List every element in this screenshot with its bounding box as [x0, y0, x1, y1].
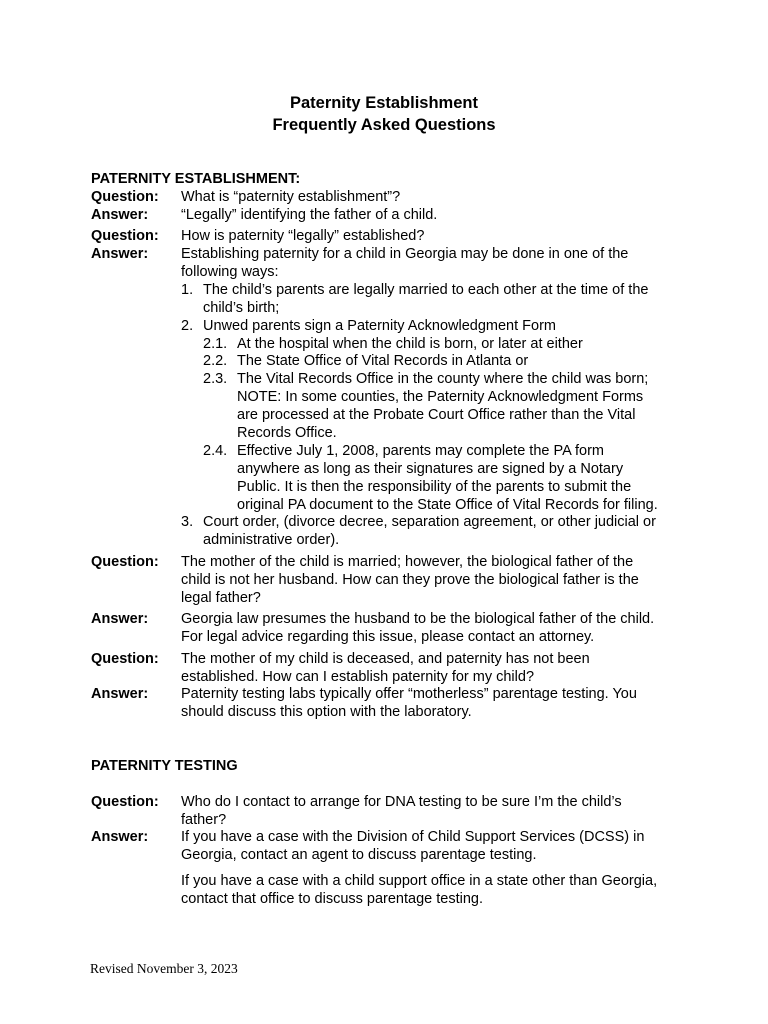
answer-text-line: Establishing paternity for a child in Georgia may be done in one of the	[181, 246, 629, 262]
answer-text-line: Georgia, contact an agent to discuss parentage testing.	[181, 847, 537, 863]
list-text-line: administrative order).	[203, 532, 340, 548]
list-number: 2.1.	[203, 336, 228, 352]
list-text-line: Unwed parents sign a Paternity Acknowledgment Form	[203, 318, 557, 334]
question-text-line: The mother of my child is deceased, and paternity has not been	[181, 651, 590, 667]
list-text-line: The Vital Records Office in the county where the child was born;	[237, 371, 649, 387]
answer-label: Answer:	[91, 207, 149, 223]
answer-text-line: If you have a case with a child support office in a state other than Georgia,	[181, 873, 658, 889]
list-text-line: The child’s parents are legally married to each other at the time of the	[203, 282, 649, 298]
list-number: 2.4.	[203, 443, 228, 459]
document-title: Paternity Establishment	[290, 94, 478, 112]
answer-text: “Legally” identifying the father of a child.	[181, 207, 438, 223]
question-text-line: child is not her husband. How can they prove the biological father is the	[181, 572, 639, 588]
question-label: Question:	[91, 228, 159, 244]
question-label: Question:	[91, 651, 159, 667]
list-text-line: The State Office of Vital Records in Atlanta or	[237, 353, 529, 369]
answer-label: Answer:	[91, 611, 149, 627]
answer-text-line: Georgia law presumes the husband to be the biological father of the child.	[181, 611, 655, 627]
question-text-line: Who do I contact to arrange for DNA testing to be sure I’m the child’s	[181, 794, 622, 810]
answer-text-line: contact that office to discuss parentage testing.	[181, 891, 484, 907]
list-number: 1.	[181, 282, 194, 298]
question-text-line: The mother of the child is married; however, the biological father of the	[181, 554, 634, 570]
question-text-line: father?	[181, 812, 227, 828]
question-label: Question:	[91, 189, 159, 205]
answer-label: Answer:	[91, 246, 149, 262]
list-text-line: are processed at the Probate Court Office rather than the Vital	[237, 407, 636, 423]
list-number: 2.2.	[203, 353, 228, 369]
answer-text-line: If you have a case with the Division of Child Support Services (DCSS) in	[181, 829, 645, 845]
list-text-line: NOTE: In some counties, the Paternity Acknowledgment Forms	[237, 389, 644, 405]
list-text-line: Records Office.	[237, 425, 337, 441]
list-text-line: Effective July 1, 2008, parents may complete the PA form	[237, 443, 604, 459]
answer-label: Answer:	[91, 829, 149, 845]
list-text-line: At the hospital when the child is born, or later at either	[237, 336, 583, 352]
answer-text-line: should discuss this option with the laboratory.	[181, 704, 472, 720]
section-heading-establishment: PATERNITY ESTABLISHMENT:	[91, 171, 301, 187]
list-text-line: child’s birth;	[203, 300, 280, 316]
list-text-line: original PA document to the State Office of Vital Records for filing.	[237, 497, 658, 513]
question-text-line: established. How can I establish paternity for my child?	[181, 669, 535, 685]
section-heading-testing: PATERNITY TESTING	[91, 758, 238, 774]
list-number: 3.	[181, 514, 194, 530]
revision-date: Revised November 3, 2023	[90, 961, 238, 976]
question-label: Question:	[91, 554, 159, 570]
list-text-line: Public. It is then the responsibility of the parents to submit the	[237, 479, 632, 495]
list-text-line: Court order, (divorce decree, separation agreement, or other judicial or	[203, 514, 656, 530]
list-number: 2.	[181, 318, 194, 334]
answer-text-line: Paternity testing labs typically offer “motherless” parentage testing. You	[181, 686, 637, 702]
answer-label: Answer:	[91, 686, 149, 702]
question-text: How is paternity “legally” established?	[181, 228, 425, 244]
list-number: 2.3.	[203, 371, 228, 387]
question-label: Question:	[91, 794, 159, 810]
document-subtitle: Frequently Asked Questions	[272, 116, 496, 134]
question-text: What is “paternity establishment”?	[181, 189, 401, 205]
answer-text-line: For legal advice regarding this issue, please contact an attorney.	[181, 629, 595, 645]
list-text-line: anywhere as long as their signatures are signed by a Notary	[237, 461, 624, 477]
answer-text-line: following ways:	[181, 264, 279, 280]
question-text-line: legal father?	[181, 590, 261, 606]
